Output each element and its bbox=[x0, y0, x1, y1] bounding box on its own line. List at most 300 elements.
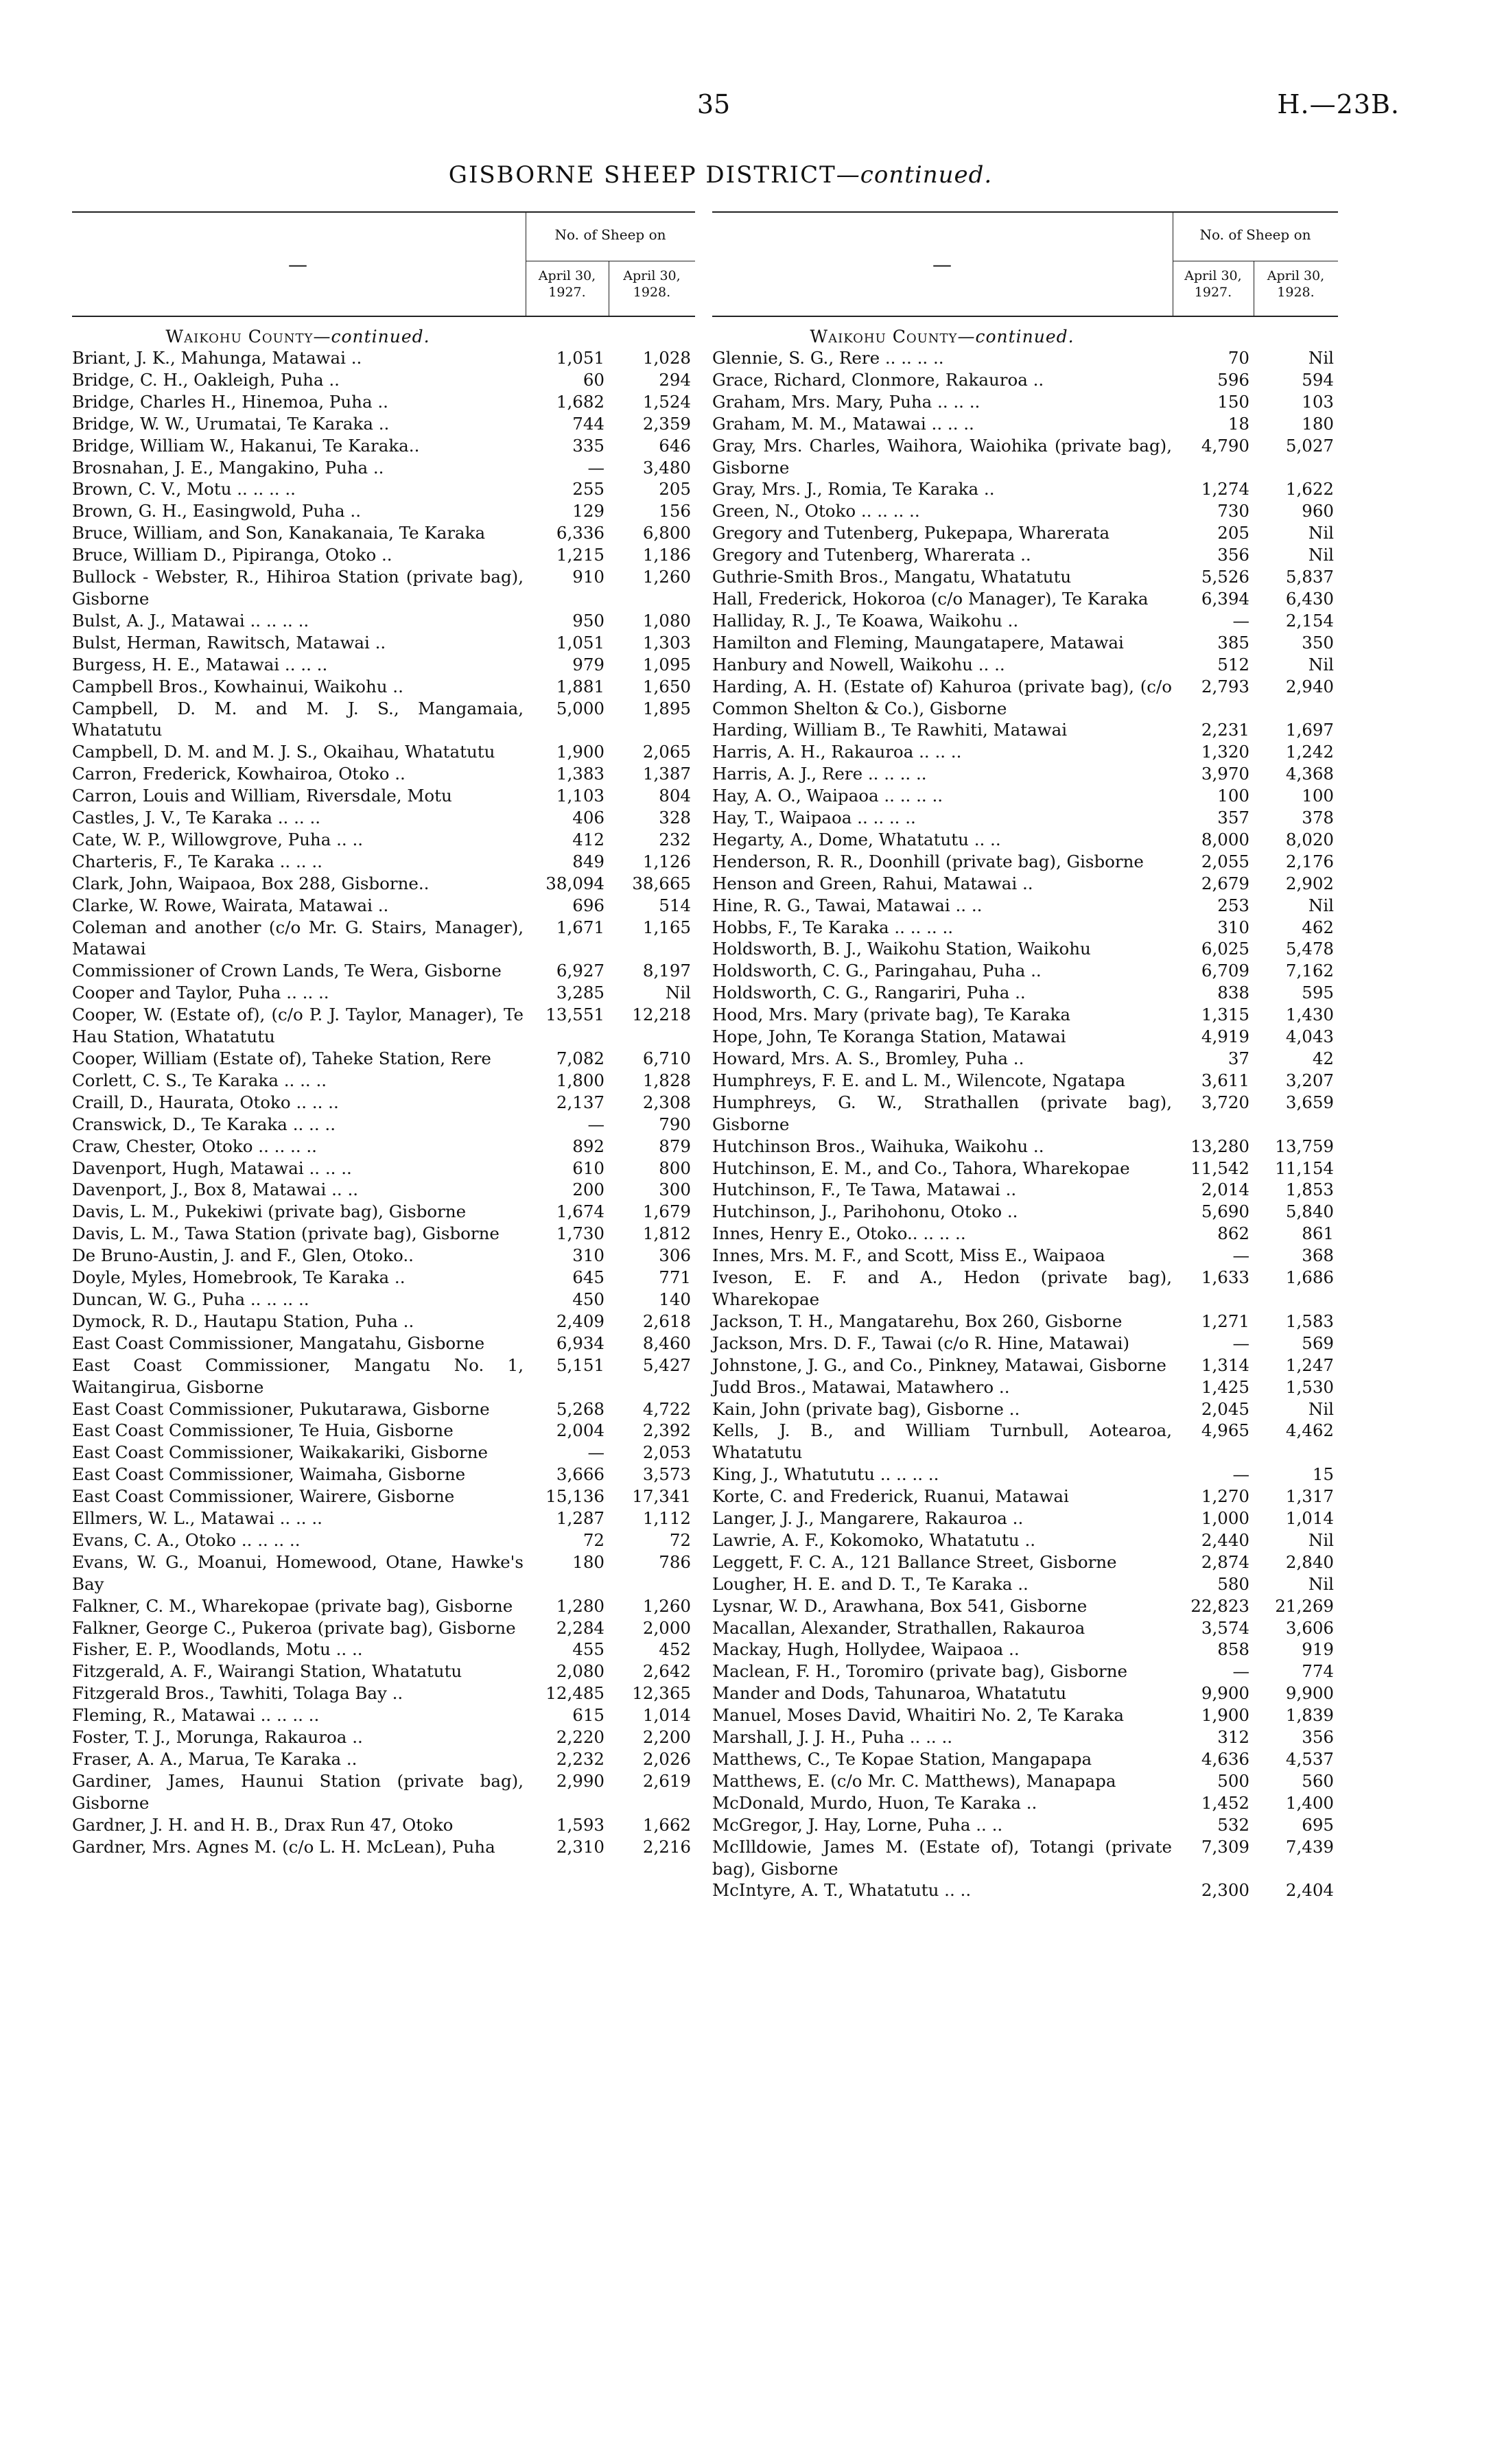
sheep-1928: 9,900 bbox=[1285, 1683, 1334, 1704]
sheep-1927: 72 bbox=[583, 1529, 604, 1550]
sheep-1928: 2,392 bbox=[642, 1420, 691, 1441]
sheep-1928: 774 bbox=[1302, 1661, 1334, 1682]
page-number: 35 bbox=[696, 89, 731, 119]
table-row bbox=[72, 960, 695, 982]
owner-name: Bullock - Webster, R., Hihiroa Station (private bag), Gisborne bbox=[72, 567, 524, 609]
table-row bbox=[712, 369, 1338, 391]
sheep-1928: 156 bbox=[659, 501, 691, 521]
sheep-1928: 2,359 bbox=[642, 413, 691, 434]
table-row bbox=[72, 1136, 695, 1158]
sheep-1927: 60 bbox=[583, 369, 604, 390]
owner-name: Hobbs, F., Te Karaka .. .. .. .. bbox=[712, 917, 954, 937]
owner-name: Bulst, Herman, Rawitsch, Matawai .. bbox=[72, 632, 386, 653]
sheep-1927: 12,485 bbox=[545, 1683, 604, 1704]
sheep-1928: 960 bbox=[1302, 501, 1334, 521]
owner-name: Fitzgerald Bros., Tawhiti, Tolaga Bay .. bbox=[72, 1683, 403, 1704]
owner-name: Lawrie, A. F., Kokomoko, Whatatutu .. bbox=[712, 1529, 1036, 1550]
sheep-1928: 2,618 bbox=[642, 1311, 691, 1331]
table-row bbox=[72, 500, 695, 522]
table-row bbox=[712, 391, 1338, 413]
right-rows bbox=[712, 347, 1338, 1901]
owner-name: Clark, John, Waipaoa, Box 288, Gisborne.. bbox=[72, 873, 430, 893]
table-row bbox=[712, 1551, 1338, 1573]
table-row bbox=[712, 676, 1338, 720]
owner-name: Brown, C. V., Motu .. .. .. .. bbox=[72, 479, 296, 500]
owner-name: Doyle, Myles, Homebrook, Te Karaka .. bbox=[72, 1267, 406, 1288]
table-row bbox=[712, 1529, 1338, 1551]
table-row bbox=[72, 873, 695, 895]
table-row bbox=[712, 1420, 1338, 1464]
owner-name: Burgess, H. E., Matawai .. .. .. bbox=[72, 654, 328, 674]
sheep-1927: 1,103 bbox=[556, 786, 604, 806]
owner-name: Maclean, F. H., Toromiro (private bag), Gisborne bbox=[712, 1661, 1128, 1682]
sheep-1928: 5,027 bbox=[1285, 435, 1334, 456]
table-row bbox=[72, 1354, 695, 1398]
sheep-1928: 1,080 bbox=[642, 610, 691, 631]
table-row bbox=[712, 1879, 1338, 1901]
sheep-1927: 3,720 bbox=[1201, 1092, 1249, 1112]
owner-name: Evans, W. G., Moanui, Homewood, Otane, Hawke's Bay bbox=[72, 1551, 524, 1594]
table-row bbox=[72, 807, 695, 829]
owner-name: Gray, Mrs. Charles, Waihora, Waiohika (private bag), Gisborne bbox=[712, 435, 1172, 478]
sheep-1927: 8,000 bbox=[1201, 829, 1249, 849]
sheep-1928: 1,260 bbox=[642, 1595, 691, 1616]
sheep-1927: 744 bbox=[572, 413, 604, 434]
owner-name: Johnstone, J. G., and Co., Pinkney, Matawai, Gisborne bbox=[712, 1354, 1166, 1375]
table-row bbox=[72, 1617, 695, 1639]
owner-name: Gregory and Tutenberg, Wharerata .. bbox=[712, 545, 1031, 565]
table-row bbox=[72, 413, 695, 435]
owner-name: Ellmers, W. L., Matawai .. .. .. bbox=[72, 1508, 322, 1529]
table-row bbox=[712, 1682, 1338, 1704]
sheep-1927: 862 bbox=[1217, 1223, 1249, 1244]
sheep-1927: 858 bbox=[1217, 1639, 1249, 1660]
sheep-1928: 306 bbox=[659, 1245, 691, 1266]
sheep-1927: 1,452 bbox=[1201, 1792, 1249, 1813]
sheep-1928: 356 bbox=[1302, 1727, 1334, 1748]
sheep-1927: 1,730 bbox=[556, 1223, 604, 1244]
owner-name: Hutchinson, J., Parihohonu, Otoko .. bbox=[712, 1201, 1018, 1222]
sheep-1927: 38,094 bbox=[545, 873, 604, 893]
sheep-1927: 5,526 bbox=[1201, 567, 1249, 587]
sheep-1928: 569 bbox=[1302, 1333, 1334, 1353]
sheep-1928: 6,430 bbox=[1285, 588, 1334, 609]
sheep-1928: 7,439 bbox=[1285, 1836, 1334, 1857]
sheep-1927: 4,965 bbox=[1201, 1420, 1249, 1441]
owner-name: East Coast Commissioner, Pukutarawa, Gisborne bbox=[72, 1398, 490, 1419]
sheep-1927: 6,394 bbox=[1201, 588, 1249, 609]
owner-name: East Coast Commissioner, Wairere, Gisborne bbox=[72, 1486, 455, 1507]
sheep-1927: 1,593 bbox=[556, 1814, 604, 1835]
table-row bbox=[72, 1639, 695, 1661]
sheep-1928: 6,710 bbox=[642, 1048, 691, 1068]
sheep-1927: 4,790 bbox=[1201, 435, 1249, 456]
left-table-header bbox=[72, 211, 695, 317]
owner-name: McDonald, Murdo, Huon, Te Karaka .. bbox=[712, 1792, 1037, 1813]
table-row bbox=[712, 1223, 1338, 1245]
sheep-1927: 2,004 bbox=[556, 1420, 604, 1441]
sheep-1927: 979 bbox=[572, 654, 604, 674]
table-row bbox=[72, 457, 695, 479]
table-row bbox=[712, 938, 1338, 960]
sheep-1928: 3,480 bbox=[642, 457, 691, 478]
sheep-1927: 2,793 bbox=[1201, 676, 1249, 696]
sheep-1927: 200 bbox=[572, 1180, 604, 1200]
table-row bbox=[712, 1836, 1338, 1880]
owner-name: Harris, A. H., Rakauroa .. .. .. bbox=[712, 742, 962, 762]
owner-name: Hay, T., Waipaoa .. .. .. .. bbox=[712, 808, 916, 828]
sheep-1928: 646 bbox=[659, 435, 691, 456]
sheep-1927: 838 bbox=[1217, 983, 1249, 1003]
table-row bbox=[712, 1267, 1338, 1311]
owner-name: East Coast Commissioner, Te Huia, Gisborne bbox=[72, 1420, 454, 1441]
table-row bbox=[72, 698, 695, 742]
owner-name: Hood, Mrs. Mary (private bag), Te Karaka bbox=[712, 1005, 1070, 1025]
table-row bbox=[72, 1486, 695, 1507]
sheep-1927: 455 bbox=[572, 1639, 604, 1660]
sheep-1927: 22,823 bbox=[1190, 1595, 1249, 1616]
owner-name: Fleming, R., Matawai .. .. .. .. bbox=[72, 1705, 320, 1726]
sheep-1928: 1,530 bbox=[1285, 1376, 1334, 1397]
sheep-1927: 37 bbox=[1228, 1048, 1249, 1068]
owner-name: Corlett, C. S., Te Karaka .. .. .. bbox=[72, 1070, 327, 1090]
sheep-1927: 615 bbox=[572, 1705, 604, 1726]
header-sheep-on: No. of Sheep on bbox=[1199, 226, 1311, 243]
sheep-1927: 412 bbox=[572, 829, 604, 849]
county-heading: Waikohu County—continued. bbox=[810, 327, 1075, 347]
table-row bbox=[712, 1070, 1338, 1092]
table-row bbox=[72, 741, 695, 763]
owner-name: Hegarty, A., Dome, Whatatutu .. .. bbox=[712, 829, 1001, 849]
table-row bbox=[72, 1836, 695, 1858]
table-row bbox=[72, 829, 695, 851]
sheep-1928: 2,053 bbox=[642, 1442, 691, 1463]
owner-name: Hine, R. G., Tawai, Matawai .. .. bbox=[712, 895, 983, 915]
table-row bbox=[712, 741, 1338, 763]
table-row bbox=[72, 1464, 695, 1486]
table-row bbox=[72, 1114, 695, 1136]
sheep-1928: 72 bbox=[669, 1529, 691, 1550]
sheep-1927: — bbox=[1232, 1333, 1249, 1353]
sheep-1928: Nil bbox=[1308, 523, 1334, 543]
sheep-1928: 3,659 bbox=[1285, 1092, 1334, 1112]
sheep-1927: 1,274 bbox=[1201, 479, 1249, 500]
sheep-1927: 13,280 bbox=[1190, 1136, 1249, 1156]
sheep-1928: 1,697 bbox=[1285, 720, 1334, 740]
sheep-1927: 1,215 bbox=[556, 545, 604, 565]
owner-name: Matthews, C., Te Kopae Station, Mangapapa bbox=[712, 1749, 1092, 1769]
sheep-1928: 8,020 bbox=[1285, 829, 1334, 849]
sheep-1927: 1,900 bbox=[556, 742, 604, 762]
owner-name: Manuel, Moses David, Whaitiri No. 2, Te Karaka bbox=[712, 1705, 1124, 1726]
sheep-1927: 2,231 bbox=[1201, 720, 1249, 740]
owner-name: Graham, M. M., Matawai .. .. .. bbox=[712, 413, 974, 434]
sheep-1928: 4,722 bbox=[642, 1398, 691, 1419]
title-continued: —continued. bbox=[836, 161, 993, 189]
table-row bbox=[712, 1333, 1338, 1354]
sheep-1927: 5,690 bbox=[1201, 1201, 1249, 1222]
sheep-1928: 21,269 bbox=[1275, 1595, 1334, 1616]
owner-name: Cate, W. P., Willowgrove, Puha .. .. bbox=[72, 829, 364, 849]
sheep-1928: 1,662 bbox=[642, 1814, 691, 1835]
table-row bbox=[712, 851, 1338, 873]
sheep-1927: 180 bbox=[572, 1551, 604, 1572]
sheep-1927: 6,025 bbox=[1201, 939, 1249, 959]
sheep-1927: 730 bbox=[1217, 501, 1249, 521]
sheep-1927: 2,137 bbox=[556, 1092, 604, 1112]
table-row bbox=[72, 632, 695, 654]
sheep-1928: 452 bbox=[659, 1639, 691, 1660]
owner-name: Cooper, W. (Estate of), (c/o P. J. Taylor, Manager), Te Hau Station, Whatatutu bbox=[72, 1005, 524, 1047]
owner-name: King, J., Whatututu .. .. .. .. bbox=[712, 1464, 939, 1485]
owner-name: Commissioner of Crown Lands, Te Wera, Gisborne bbox=[72, 961, 502, 981]
sheep-1927: 3,666 bbox=[556, 1464, 604, 1485]
table-row bbox=[712, 1136, 1338, 1158]
table-row bbox=[712, 1814, 1338, 1836]
sheep-1927: 357 bbox=[1217, 808, 1249, 828]
sheep-1928: 695 bbox=[1302, 1814, 1334, 1835]
owner-name: Hope, John, Te Koranga Station, Matawai bbox=[712, 1026, 1066, 1047]
sheep-1928: 1,387 bbox=[642, 764, 691, 784]
sheep-1927: 2,409 bbox=[556, 1311, 604, 1331]
sheep-1927: 70 bbox=[1228, 348, 1249, 368]
sheep-1928: Nil bbox=[1308, 895, 1334, 915]
owner-name: Duncan, W. G., Puha .. .. .. .. bbox=[72, 1289, 309, 1309]
table-row bbox=[712, 1792, 1338, 1814]
owner-name: Henson and Green, Rahui, Matawai .. bbox=[712, 873, 1033, 893]
table-row bbox=[72, 1158, 695, 1180]
owner-name: Holdsworth, C. G., Rangariri, Puha .. bbox=[712, 983, 1026, 1003]
owner-name: Bruce, William, and Son, Kanakanaia, Te Karaka bbox=[72, 523, 486, 543]
table-row bbox=[72, 1748, 695, 1770]
table-row bbox=[72, 1507, 695, 1529]
sheep-1928: 4,043 bbox=[1285, 1026, 1334, 1047]
sheep-1927: 150 bbox=[1217, 391, 1249, 412]
owner-name: Gardiner, James, Haunui Station (private bag), Gisborne bbox=[72, 1770, 524, 1813]
sheep-1927: 1,315 bbox=[1201, 1005, 1249, 1025]
sheep-1928: Nil bbox=[1308, 1529, 1334, 1550]
sheep-1928: 1,686 bbox=[1285, 1267, 1334, 1288]
owner-name: Cooper and Taylor, Puha .. .. .. bbox=[72, 983, 329, 1003]
sheep-1927: 2,232 bbox=[556, 1749, 604, 1769]
owner-name: Hanbury and Nowell, Waikohu .. .. bbox=[712, 654, 1005, 674]
owner-name: Cranswick, D., Te Karaka .. .. .. bbox=[72, 1114, 336, 1134]
owner-name: Castles, J. V., Te Karaka .. .. .. bbox=[72, 808, 321, 828]
sheep-1928: 12,218 bbox=[632, 1005, 691, 1025]
sheep-1928: 2,200 bbox=[642, 1727, 691, 1748]
sheep-1928: 879 bbox=[659, 1136, 691, 1156]
owner-name: Humphreys, F. E. and L. M., Wilencote, Ngatapa bbox=[712, 1070, 1125, 1090]
right-table bbox=[712, 211, 1338, 1901]
sheep-1928: 1,812 bbox=[642, 1223, 691, 1244]
table-row bbox=[712, 1770, 1338, 1792]
table-row bbox=[712, 1245, 1338, 1267]
sheep-1927: 1,051 bbox=[556, 348, 604, 368]
table-row bbox=[712, 829, 1338, 851]
sheep-1928: 2,619 bbox=[642, 1770, 691, 1791]
sheep-1928: 514 bbox=[659, 895, 691, 915]
sheep-1928: 1,095 bbox=[642, 654, 691, 674]
sheep-1927: 5,000 bbox=[556, 698, 604, 718]
sheep-1927: 3,970 bbox=[1201, 764, 1249, 784]
table-row bbox=[72, 1770, 695, 1814]
sheep-1927: 1,271 bbox=[1201, 1311, 1249, 1331]
table-row bbox=[72, 1726, 695, 1748]
owner-name: Hutchinson Bros., Waihuka, Waikohu .. bbox=[712, 1136, 1044, 1156]
table-row bbox=[72, 676, 695, 698]
sheep-1928: Nil bbox=[1308, 348, 1334, 368]
sheep-1927: 2,220 bbox=[556, 1727, 604, 1748]
sheep-1927: 1,000 bbox=[1201, 1508, 1249, 1529]
owner-name: Clarke, W. Rowe, Wairata, Matawai .. bbox=[72, 895, 389, 915]
owner-name: Kain, John (private bag), Gisborne .. bbox=[712, 1398, 1020, 1419]
owner-name: Cooper, William (Estate of), Taheke Station, Rere bbox=[72, 1048, 491, 1068]
table-row bbox=[72, 763, 695, 785]
owner-name: Gardner, J. H. and H. B., Drax Run 47, Otoko bbox=[72, 1814, 454, 1835]
owner-name: Gardner, Mrs. Agnes M. (c/o L. H. McLean), Puha bbox=[72, 1836, 495, 1857]
sheep-1928: 595 bbox=[1302, 983, 1334, 1003]
owner-name: Bridge, C. H., Oakleigh, Puha .. bbox=[72, 369, 340, 390]
sheep-1927: 645 bbox=[572, 1267, 604, 1288]
sheep-1928: 300 bbox=[659, 1180, 691, 1200]
owner-name: Carron, Louis and William, Riversdale, Motu bbox=[72, 786, 452, 806]
sheep-1928: 861 bbox=[1302, 1223, 1334, 1244]
owner-name: Judd Bros., Matawai, Matawhero .. bbox=[712, 1376, 1010, 1397]
sheep-1928: 804 bbox=[659, 786, 691, 806]
sheep-1928: 1,014 bbox=[642, 1705, 691, 1726]
sheep-1927: 7,309 bbox=[1201, 1836, 1249, 1857]
sheep-1927: 1,051 bbox=[556, 632, 604, 653]
table-row bbox=[712, 1464, 1338, 1486]
owner-name: Kells, J. B., and William Turnbull, Aotearoa, Whatatutu bbox=[712, 1420, 1172, 1463]
owner-name: Humphreys, G. W., Strathallen (private bag), Gisborne bbox=[712, 1092, 1172, 1134]
sheep-1927: 1,682 bbox=[556, 391, 604, 412]
table-row bbox=[72, 544, 695, 566]
owner-name: Glennie, S. G., Rere .. .. .. .. bbox=[712, 348, 944, 368]
table-row bbox=[712, 1639, 1338, 1661]
table-row bbox=[712, 1661, 1338, 1682]
owner-name: Bridge, W. W., Urumatai, Te Karaka .. bbox=[72, 413, 390, 434]
sheep-1927: — bbox=[1232, 1661, 1249, 1682]
sheep-1927: 1,280 bbox=[556, 1595, 604, 1616]
sheep-1927: 1,881 bbox=[556, 676, 604, 696]
header-1928: April 30, 1928. bbox=[1267, 268, 1325, 300]
owner-name: Davis, L. M., Pukekiwi (private bag), Gisborne bbox=[72, 1201, 467, 1222]
sheep-1928: 294 bbox=[659, 369, 691, 390]
sheep-1927: 4,919 bbox=[1201, 1026, 1249, 1047]
sheep-1927: 11,542 bbox=[1190, 1158, 1249, 1178]
owner-name: Falkner, C. M., Wharekopae (private bag), Gisborne bbox=[72, 1595, 513, 1616]
table-row bbox=[712, 1092, 1338, 1136]
owner-name: Coleman and another (c/o Mr. G. Stairs, Manager), Matawai bbox=[72, 917, 524, 959]
owner-name: Carron, Frederick, Kowhairoa, Otoko .. bbox=[72, 764, 406, 784]
sheep-1927: 5,268 bbox=[556, 1398, 604, 1419]
sheep-1927: 910 bbox=[572, 567, 604, 587]
table-row bbox=[72, 1245, 695, 1267]
owner-name: Korte, C. and Frederick, Ruanui, Matawai bbox=[712, 1486, 1069, 1507]
table-row bbox=[72, 917, 695, 961]
owner-name: Jackson, T. H., Mangatarehu, Box 260, Gisborne bbox=[712, 1311, 1123, 1331]
sheep-1928: 2,026 bbox=[642, 1749, 691, 1769]
table-row bbox=[72, 1092, 695, 1114]
table-row bbox=[72, 522, 695, 544]
sheep-1928: 205 bbox=[659, 479, 691, 500]
sheep-1927: 610 bbox=[572, 1158, 604, 1178]
sheep-1928: 6,800 bbox=[642, 523, 691, 543]
table-row bbox=[72, 1661, 695, 1682]
header-1927: April 30, 1927. bbox=[538, 268, 596, 300]
table-row bbox=[712, 500, 1338, 522]
table-row bbox=[712, 982, 1338, 1004]
owner-name: Davenport, Hugh, Matawai .. .. .. bbox=[72, 1158, 352, 1178]
owner-name: Hall, Frederick, Hokoroa (c/o Manager), Te Karaka bbox=[712, 588, 1149, 609]
sheep-1928: 3,207 bbox=[1285, 1070, 1334, 1090]
sheep-1927: 1,314 bbox=[1201, 1354, 1249, 1375]
sheep-1927: 696 bbox=[572, 895, 604, 915]
sheep-1927: 9,900 bbox=[1201, 1683, 1249, 1704]
table-row bbox=[712, 1573, 1338, 1595]
table-row bbox=[712, 1617, 1338, 1639]
sheep-1927: 532 bbox=[1217, 1814, 1249, 1835]
owner-name: Matthews, E. (c/o Mr. C. Matthews), Manapapa bbox=[712, 1770, 1116, 1791]
sheep-1927: — bbox=[587, 457, 604, 478]
owner-name: Hamilton and Fleming, Maungatapere, Matawai bbox=[712, 632, 1124, 653]
table-row bbox=[72, 1682, 695, 1704]
table-row bbox=[72, 1289, 695, 1311]
table-row bbox=[712, 1158, 1338, 1180]
owner-name: Hutchinson, F., Te Tawa, Matawai .. bbox=[712, 1180, 1017, 1200]
table-row bbox=[712, 1748, 1338, 1770]
sheep-1928: 11,154 bbox=[1275, 1158, 1334, 1178]
left-rows bbox=[72, 347, 695, 1858]
sheep-1928: 1,622 bbox=[1285, 479, 1334, 500]
sheep-1928: 103 bbox=[1302, 391, 1334, 412]
table-row bbox=[72, 369, 695, 391]
sheep-1927: — bbox=[1232, 1245, 1249, 1266]
sheep-1927: 892 bbox=[572, 1136, 604, 1156]
sheep-1928: 5,837 bbox=[1285, 567, 1334, 587]
owner-name: Jackson, Mrs. D. F., Tawai (c/o R. Hine, Matawai) bbox=[712, 1333, 1130, 1353]
owner-name: Dymock, R. D., Hautapu Station, Puha .. bbox=[72, 1311, 414, 1331]
sheep-1927: 2,045 bbox=[1201, 1398, 1249, 1419]
sheep-1928: 1,583 bbox=[1285, 1311, 1334, 1331]
sheep-1928: 790 bbox=[659, 1114, 691, 1134]
sheep-1927: — bbox=[587, 1114, 604, 1134]
sheep-1928: Nil bbox=[665, 983, 691, 1003]
sheep-1928: 800 bbox=[659, 1158, 691, 1178]
header-1927: April 30, 1927. bbox=[1184, 268, 1242, 300]
owner-name: Mackay, Hugh, Hollydee, Waipaoa .. bbox=[712, 1639, 1020, 1660]
sheep-1927: 3,574 bbox=[1201, 1617, 1249, 1638]
sheep-1928: 38,665 bbox=[632, 873, 691, 893]
sheep-1927: 5,151 bbox=[556, 1354, 604, 1375]
owner-name: Green, N., Otoko .. .. .. .. bbox=[712, 501, 920, 521]
county-heading: Waikohu County—continued. bbox=[165, 327, 430, 347]
sheep-1928: 4,368 bbox=[1285, 764, 1334, 784]
sheep-1928: 17,341 bbox=[632, 1486, 691, 1507]
owner-name: Bulst, A. J., Matawai .. .. .. .. bbox=[72, 610, 309, 631]
sheep-1927: — bbox=[1232, 610, 1249, 631]
table-row bbox=[72, 1267, 695, 1289]
sheep-1927: 1,633 bbox=[1201, 1267, 1249, 1288]
owner-name: Campbell, D. M. and M. J. S., Okaihau, Whatatutu bbox=[72, 742, 495, 762]
owner-name: Hutchinson, E. M., and Co., Tahora, Wharekopae bbox=[712, 1158, 1130, 1178]
sheep-1928: 1,112 bbox=[642, 1508, 691, 1529]
sheep-1927: — bbox=[587, 1442, 604, 1463]
table-row bbox=[712, 1004, 1338, 1026]
sheep-1928: 1,260 bbox=[642, 567, 691, 587]
table-row bbox=[72, 1311, 695, 1333]
